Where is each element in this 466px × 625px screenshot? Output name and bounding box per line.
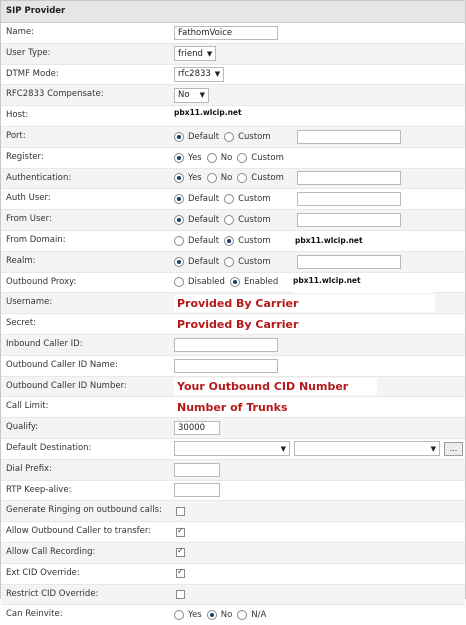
row-port: [1, 127, 465, 148]
browse-destination-button[interactable]: ...: [444, 442, 463, 456]
username-label: Username:: [6, 297, 53, 308]
secret-label: Secret:: [6, 318, 37, 329]
username-input[interactable]: [174, 295, 435, 312]
register-custom-label: Custom: [251, 152, 284, 163]
row-auth-user: [1, 189, 465, 210]
from-domain-custom-input[interactable]: pbx11.wlcip.net: [295, 235, 363, 245]
panel-title: SIP Provider: [1, 1, 465, 23]
row-dial-prefix: [1, 460, 465, 481]
username-annotation: Provided By Carrier: [177, 296, 299, 310]
restrict-cid-override-label: Restrict CID Override:: [6, 588, 99, 599]
can-reinvite-no-radio[interactable]: [207, 610, 217, 620]
row-gen-ringing: [1, 501, 465, 522]
can-reinvite-yes-label: Yes: [188, 610, 202, 621]
realm-custom-input[interactable]: [297, 255, 401, 269]
qualify-label: Qualify:: [6, 422, 39, 433]
outbound-proxy-enabled-label: Enabled: [243, 277, 279, 288]
outbound-proxy-label: Outbound Proxy:: [6, 276, 77, 287]
chevron-down-icon: ▼: [214, 70, 221, 79]
outbound-proxy-disabled-radio[interactable]: [174, 277, 184, 287]
row-outbound-cid-name: [1, 356, 465, 377]
name-label: Name:: [6, 27, 34, 37]
realm-label: Realm:: [6, 255, 36, 266]
row-secret: [1, 314, 465, 335]
auth-yes-radio[interactable]: [174, 173, 184, 183]
port-custom-input[interactable]: [297, 130, 401, 144]
auth-user-default-radio[interactable]: [174, 194, 184, 204]
chevron-down-icon: ▼: [199, 91, 205, 100]
host-value[interactable]: pbx11.wlcip.net: [174, 108, 242, 118]
from-user-default-label: Default: [188, 215, 220, 226]
outbound-cid-number-input[interactable]: [174, 378, 377, 395]
user-type-label: User Type:: [6, 47, 51, 58]
outbound-cid-name-input[interactable]: [174, 359, 278, 373]
row-ext-cid-override: [1, 564, 465, 585]
authentication-custom-input[interactable]: [297, 171, 401, 185]
ext-cid-override-label: Ext CID Override:: [6, 567, 80, 578]
from-user-custom-input[interactable]: [297, 213, 401, 227]
port-custom-label: Custom: [238, 131, 271, 142]
qualify-input[interactable]: 30000: [174, 421, 220, 435]
row-qualify: [1, 418, 465, 439]
dial-prefix-label: Dial Prefix:: [6, 463, 52, 474]
allow-transfer-label: Allow Outbound Caller to transfer:: [6, 526, 152, 537]
from-domain-default-radio[interactable]: [174, 236, 184, 246]
from-domain-custom-radio[interactable]: [224, 236, 234, 246]
rfc2833-select[interactable]: [174, 88, 209, 103]
register-yes-radio[interactable]: [174, 153, 184, 163]
allow-recording-checkbox[interactable]: [176, 548, 185, 557]
port-custom-radio[interactable]: [224, 132, 234, 142]
inbound-cid-label: Inbound Caller ID:: [6, 338, 83, 349]
register-label: Register:: [6, 151, 44, 162]
row-rfc2833: [1, 85, 465, 106]
allow-transfer-checkbox[interactable]: [176, 528, 185, 537]
host-label: Host:: [6, 110, 29, 121]
auth-yes-label: Yes: [188, 173, 202, 184]
default-destination-target-select[interactable]: [294, 441, 440, 456]
secret-annotation: Provided By Carrier: [177, 317, 299, 331]
row-inbound-cid: [1, 335, 465, 356]
row-name: [1, 23, 465, 44]
row-authentication: [1, 169, 465, 190]
row-realm: [1, 252, 465, 273]
register-custom-radio[interactable]: [237, 153, 247, 163]
auth-user-custom-input[interactable]: [297, 192, 401, 206]
row-rtp-keepalive: [1, 481, 465, 502]
secret-input[interactable]: [174, 316, 435, 333]
can-reinvite-na-label: N/A: [251, 610, 267, 621]
chevron-down-icon: ▼: [430, 444, 436, 453]
row-outbound-proxy: [1, 273, 465, 294]
default-destination-label: Default Destination:: [6, 442, 92, 453]
from-user-custom-label: Custom: [238, 215, 271, 226]
row-from-user: [1, 210, 465, 231]
row-outbound-cid-number: [1, 377, 465, 398]
dial-prefix-input[interactable]: [174, 463, 220, 477]
gen-ringing-label: Generate Ringing on outbound calls:: [6, 505, 162, 516]
auth-user-label: Auth User:: [6, 193, 51, 204]
row-user-type: [1, 44, 465, 65]
realm-custom-label: Custom: [238, 256, 271, 267]
row-host: [1, 106, 465, 127]
auth-user-default-label: Default: [188, 194, 220, 205]
rfc2833-value: No: [178, 90, 190, 101]
row-default-destination: [1, 439, 465, 460]
allow-recording-label: Allow Call Recording:: [6, 546, 96, 557]
restrict-cid-override-checkbox[interactable]: [176, 590, 185, 599]
realm-default-label: Default: [188, 256, 220, 267]
user-type-value: friend: [178, 48, 203, 59]
register-no-label: No: [220, 152, 233, 163]
register-no-radio[interactable]: [207, 153, 217, 163]
row-restrict-cid-override: [1, 585, 465, 606]
authentication-label: Authentication:: [6, 172, 72, 183]
port-label: Port:: [6, 130, 26, 141]
row-allow-recording: [1, 543, 465, 564]
realm-custom-radio[interactable]: [224, 257, 234, 267]
from-domain-default-label: Default: [188, 235, 220, 246]
dtmf-mode-select[interactable]: [174, 67, 224, 82]
outbound-cid-number-label: Outbound Caller ID Number:: [6, 380, 127, 391]
from-domain-label: From Domain:: [6, 234, 66, 245]
rtp-keepalive-input[interactable]: [174, 483, 220, 497]
rfc2833-label: RFC2833 Compensate:: [6, 89, 104, 100]
name-input[interactable]: FathomVoice: [174, 26, 278, 40]
call-limit-input[interactable]: [174, 399, 377, 416]
can-reinvite-na-radio[interactable]: [237, 610, 247, 620]
can-reinvite-yes-radio[interactable]: [174, 610, 184, 620]
auth-user-custom-label: Custom: [238, 194, 271, 205]
chevron-down-icon: ▼: [206, 49, 213, 58]
auth-custom-label: Custom: [251, 173, 284, 184]
row-dtmf-mode: [1, 65, 465, 86]
row-register: [1, 148, 465, 169]
can-reinvite-label: Can Reinvite:: [6, 609, 63, 620]
row-from-domain: [1, 231, 465, 252]
auth-no-radio[interactable]: [207, 173, 217, 183]
call-limit-label: Call Limit:: [6, 401, 49, 412]
user-type-select[interactable]: [174, 46, 216, 61]
from-user-default-radio[interactable]: [174, 215, 184, 225]
from-user-label: From User:: [6, 214, 52, 225]
auth-user-custom-radio[interactable]: [224, 194, 234, 204]
port-default-radio[interactable]: [174, 132, 184, 142]
inbound-cid-input[interactable]: [174, 338, 278, 352]
port-default-label: Default: [188, 131, 220, 142]
register-yes-label: Yes: [188, 152, 202, 163]
from-domain-custom-label: Custom: [238, 235, 271, 246]
rtp-keepalive-label: RTP Keep-alive:: [6, 484, 72, 495]
can-reinvite-no-label: No: [220, 610, 233, 621]
row-allow-transfer: [1, 522, 465, 543]
outbound-proxy-enabled-radio[interactable]: [230, 277, 240, 287]
default-destination-type-select[interactable]: [174, 441, 290, 456]
ext-cid-override-checkbox[interactable]: [176, 569, 185, 578]
outbound-cid-name-label: Outbound Caller ID Name:: [6, 359, 118, 370]
chevron-down-icon: ▼: [280, 444, 286, 453]
gen-ringing-checkbox[interactable]: [176, 507, 185, 516]
auth-no-label: No: [220, 173, 233, 184]
row-username: [1, 293, 465, 314]
row-call-limit: [1, 397, 465, 418]
outbound-cid-number-annotation: Your Outbound CID Number: [177, 379, 349, 393]
row-can-reinvite: [1, 605, 465, 625]
auth-custom-radio[interactable]: [237, 173, 247, 183]
outbound-proxy-input[interactable]: pbx11.wlcip.net: [293, 275, 361, 285]
dtmf-mode-label: DTMF Mode:: [6, 68, 59, 79]
realm-default-radio[interactable]: [174, 257, 184, 267]
outbound-proxy-disabled-label: Disabled: [188, 277, 225, 288]
call-limit-annotation: Number of Trunks: [177, 400, 288, 414]
from-user-custom-radio[interactable]: [224, 215, 234, 225]
dtmf-mode-value: rfc2833: [178, 69, 211, 80]
